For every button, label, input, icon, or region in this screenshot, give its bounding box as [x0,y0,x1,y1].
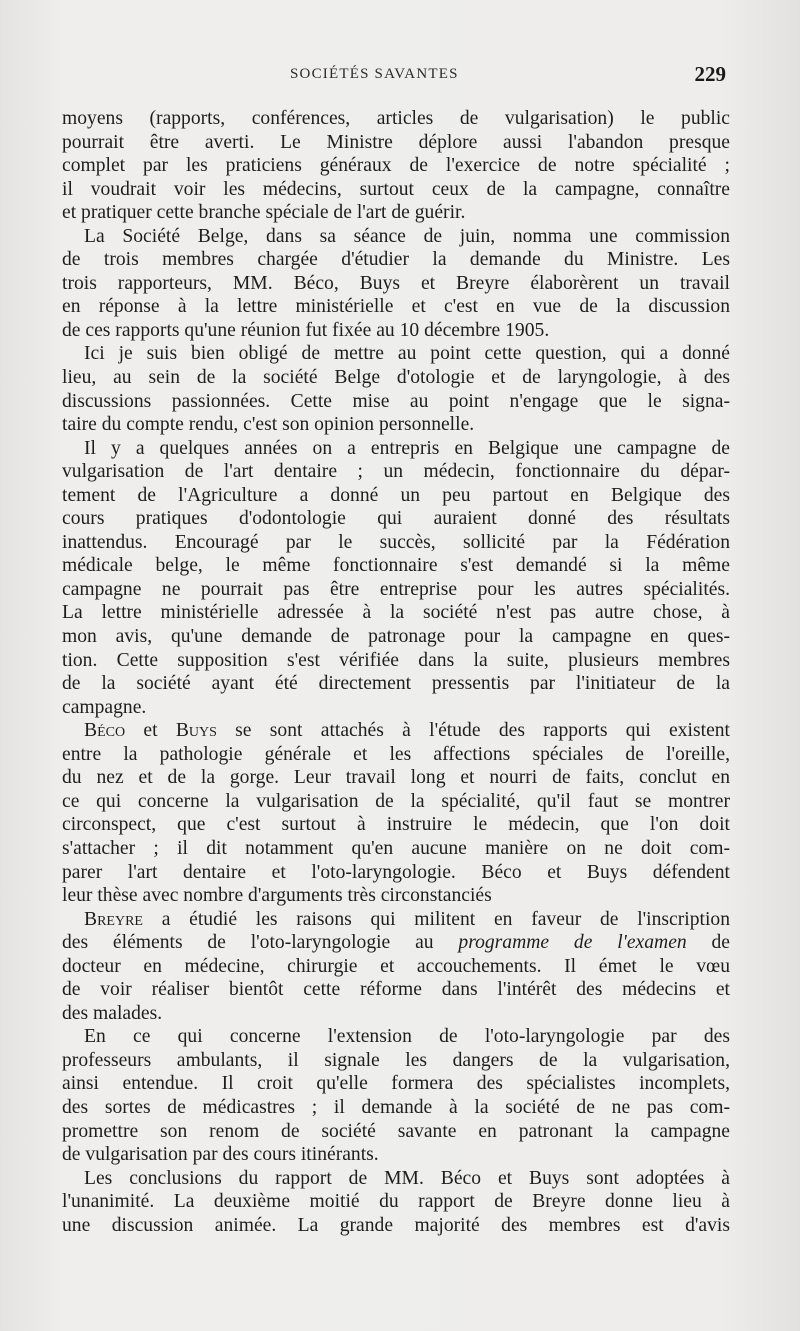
author-name: Buys [175,720,217,742]
text-line: et pratiquer cette branche spéciale de l'art de guérir. [62,202,466,224]
text-line: médicale belge, le même fonctionnaire s'est demandé si la même [62,555,730,577]
text-line: du nez et de la gorge. Leur travail long et nourri de faits, conclut en [62,767,730,789]
text-line: mon avis, qu'une demande de patronage pour la campagne en ques- [62,626,730,648]
text-line: circonspect, que c'est surtout à instruire le médecin, que l'on doit [62,814,730,836]
text-line: de vulgarisation par des cours itinérants. [62,1144,379,1166]
text-line: s'attacher ; il dit notamment qu'en aucune manière on ne doit com- [62,837,730,859]
running-title: SOCIÉTÉS SAVANTES [290,66,459,82]
text-line: campagne. [62,696,147,718]
text-line: il voudrait voir les médecins, surtout ceux de la campagne, connaître [62,178,730,200]
italic-phrase: programme de l'examen [458,932,687,954]
text-line: ce qui concerne la vulgarisation de la spécialité, qu'il faut se montrer [62,790,730,812]
text-line: discussions passionnées. Cette mise au point n'engage que le signa- [62,390,730,412]
text-line: En ce qui concerne l'extension de l'oto-laryngologie par des [84,1026,730,1048]
text-line: des malades. [62,1002,163,1024]
text-line: cours pratiques d'odontologie qui auraient donné des résultats [62,508,730,530]
text-line: taire du compte rendu, c'est son opinion personnelle. [62,414,475,436]
text-line: de ces rapports qu'une réunion fut fixée au 10 décembre 1905. [62,319,550,341]
text-line: tion. Cette supposition s'est vérifiée dans la suite, plusieurs membres [62,649,730,671]
author-name: Béco [84,720,126,742]
text-line: tement de l'Agriculture a donné un peu partout en Belgique des [62,484,730,506]
text-line: ainsi entendue. Il croit qu'elle formera des spécialistes incomplets, [62,1073,730,1095]
text-line: l'unanimité. La deuxième moitié du rapport de Breyre donne lieu à [62,1191,730,1213]
text-line: de voir réaliser bientôt cette réforme dans l'intérêt des médecins et [62,979,730,1001]
text-line: Breyre a étudié les raisons qui militent en faveur de l'inscription [84,908,730,930]
text-line: leur thèse avec nombre d'arguments très circonstanciés [62,885,492,907]
text-line: inattendus. Encouragé par le succès, sollicité par la Fédération [62,531,730,553]
text-line: Les conclusions du rapport de MM. Béco et Buys sont adoptées à [84,1167,730,1189]
text-line: docteur en médecine, chirurgie et accouchements. Il émet le vœu [62,955,730,977]
text-line: Il y a quelques années on a entrepris en Belgique une campagne de [84,437,730,459]
text-line: pourrait être averti. Le Ministre déplore aussi l'abandon presque [62,131,730,153]
text-line: une discussion animée. La grande majorité des membres est d'avis [62,1214,730,1236]
text-line: Ici je suis bien obligé de mettre au point cette question, qui a donné [84,343,730,365]
text-line: complet par les praticiens généraux de l'exercice de notre spécialité ; [62,155,730,177]
page-number: 229 [694,62,726,86]
text-line: des sortes de médicastres ; il demande à la société de ne pas com- [62,1096,730,1118]
text-line: de trois membres chargée d'étudier la demande du Ministre. Les [62,249,730,271]
text-line: moyens (rapports, conférences, articles de vulgarisation) le public [62,108,730,129]
text-line: professeurs ambulants, il signale les dangers de la vulgarisation, [62,1049,730,1071]
text-line: La Société Belge, dans sa séance de juin, nomma une commission [84,225,730,247]
text-line: Béco et Buys se sont attachés à l'étude des rapports qui existent [84,720,731,742]
text-line: lieu, au sein de la société Belge d'otologie et de laryngologie, à des [62,367,730,389]
text-line: en réponse à la lettre ministérielle et c'est en vue de la discussion [62,296,730,318]
text-line: de la société ayant été directement pressentis par l'initiateur de la [62,673,730,695]
running-head [0,62,800,90]
text-line: des éléments de l'oto-laryngologie au programme de l'examen de [62,932,730,954]
author-name: Breyre [84,908,143,930]
text-line: trois rapporteurs, MM. Béco, Buys et Breyre élaborèrent un travail [62,272,730,294]
text-line: campagne ne pourrait pas être entreprise pour les autres spécialités. [62,578,730,600]
body-text [62,107,730,1237]
text-line: parer l'art dentaire et l'oto-laryngologie. Béco et Buys défendent [62,861,730,883]
text-line: vulgarisation de l'art dentaire ; un médecin, fonctionnaire du dépar- [62,461,730,483]
text-line: promettre son renom de société savante en patronant la campagne [62,1120,730,1142]
text-line: La lettre ministérielle adressée à la société n'est pas autre chose, à [62,602,730,624]
text-line: entre la pathologie générale et les affections spéciales de l'oreille, [62,743,730,765]
